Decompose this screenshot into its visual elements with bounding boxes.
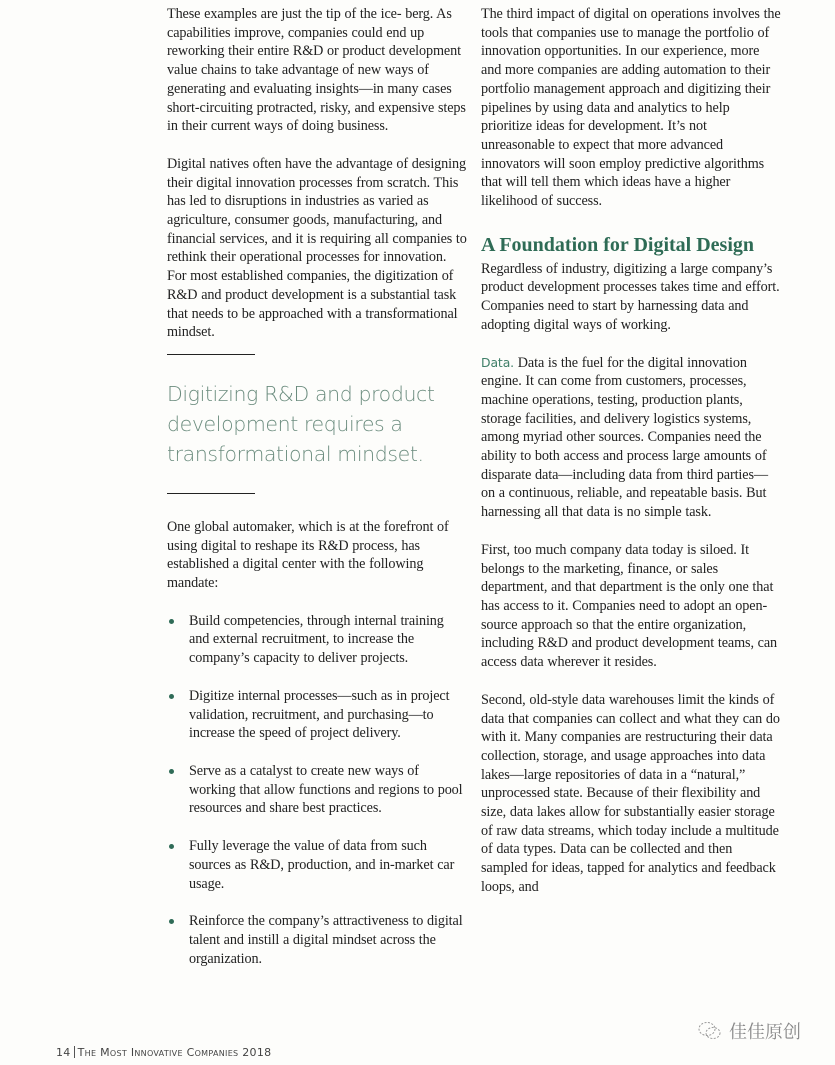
paragraph-iceberg: These examples are just the tip of the ice- berg. As capabilities improve, companies could end up reworking their entire R&D or product development value chains to take advantage of new ways of generating and evaluating insights—in many cases short-circuiting protracted, risky, and expensive steps in their current ways of doing business. xyxy=(167,6,466,135)
list-item xyxy=(167,837,467,893)
list-item-text: Fully leverage the value of data from such sources as R&D, production, and in-market car usage. xyxy=(189,838,455,892)
watermark xyxy=(697,1018,801,1044)
list-item-text: Build competencies, through internal training and external recruitment, to increase the company’s capacity to deliver projects. xyxy=(189,612,444,667)
list-item xyxy=(167,612,467,668)
left-column xyxy=(167,5,467,987)
bullet-icon xyxy=(169,769,174,774)
paragraph-data-lakes: Second, old-style data warehouses limit the kinds of data that companies can collect and what they can do with it. Many companies are restructuring their data collection, storage, and usage approaches into data lakes—large repositories of data in a “natural,” unprocessed state. Because of their flexibility and size, data lakes allow for substantially easier storage of raw data streams, which today include a multitude of data types. Data can be collected and then sampled for ideas, tapped for analytics and feedback loops, and xyxy=(481,691,780,895)
list-item-text: Serve as a catalyst to create new ways of working that allow functions and regions to pool resources and share best practices. xyxy=(189,762,463,817)
section-heading: A Foundation for Digital Design xyxy=(481,233,754,256)
data-lead-in: Data. xyxy=(481,354,515,370)
page-footer xyxy=(56,1046,271,1059)
footer-divider xyxy=(74,1046,75,1058)
paragraph-data xyxy=(481,354,781,522)
paragraph-data-text: Data is the fuel for the digital innovation engine. It can come from customers, processes, machine operations, testing, production plants, storage facilities, and delivery logistics systems, among myriad other sources. Companies need the ability to both access and process large amounts of disparate data—including data from third parties—on a continuous, reliable, and repeatable basis. But harnessing all that data is no simple task. xyxy=(481,354,768,521)
mandate-list xyxy=(167,612,467,969)
publication-title: The Most Innovative Companies 2018 xyxy=(77,1046,272,1059)
list-item-text: Reinforce the company’s attractiveness to digital talent and instill a digital mindset across the organization. xyxy=(189,913,463,967)
paragraph-digital-natives: Digital natives often have the advantage of designing their digital innovation processes from scratch. This has led to disruptions in industries as varied as agriculture, consumer goods, manufacturing, and financial services, and it is requiring all companies to rethink their operational processes for innovation. For most established companies, the digitization of R&D and product development is a substantial task that needs to be approached with a transformational mindset. xyxy=(167,155,467,341)
wechat-icon xyxy=(697,1020,723,1042)
bullet-icon xyxy=(169,844,174,849)
watermark-text: 佳佳原创 xyxy=(729,1022,801,1043)
pull-quote-top-rule xyxy=(167,354,255,355)
paragraph-automaker: One global automaker, which is at the forefront of using digital to reshape its R&D process, has established a digital center with the following mandate: xyxy=(167,518,449,592)
list-item xyxy=(167,912,467,968)
list-item xyxy=(167,762,467,818)
right-column xyxy=(481,5,781,897)
list-item-text: Digitize internal processes—such as in project validation, recruitment, and purchasing—to increase the speed of project delivery. xyxy=(189,687,450,742)
bullet-icon xyxy=(169,694,174,699)
paragraph-siloed: First, too much company data today is siloed. It belongs to the marketing, finance, or sales department, and that department is the only one that has access to it. Companies need to adopt an open-source approach so that the entire organization, including R&D and product development teams, can access data wherever it resides. xyxy=(481,541,778,671)
paragraph-regardless: Regardless of industry, digitizing a large company’s product development processes takes time and effort. Companies need to start by harnessing data and adopting digital ways of working. xyxy=(481,260,780,333)
bullet-icon xyxy=(169,919,174,924)
list-item xyxy=(167,687,467,743)
paragraph-third-impact: The third impact of digital on operations involves the tools that companies use to manage the portfolio of innovation opportunities. In our experience, more and more companies are adding automation to their portfolio management approach and digitizing their pipelines by using data and analytics to help prioritize ideas for development. It’s not unreasonable to expect that more advanced innovators will soon employ predictive algorithms that will tell them which ideas have a higher likelihood of success. xyxy=(481,6,781,210)
page-number: 14 xyxy=(56,1046,71,1059)
pull-quote: Digitizing R&D and product development requires a transformational mindset. xyxy=(167,381,435,466)
bullet-icon xyxy=(169,619,174,624)
